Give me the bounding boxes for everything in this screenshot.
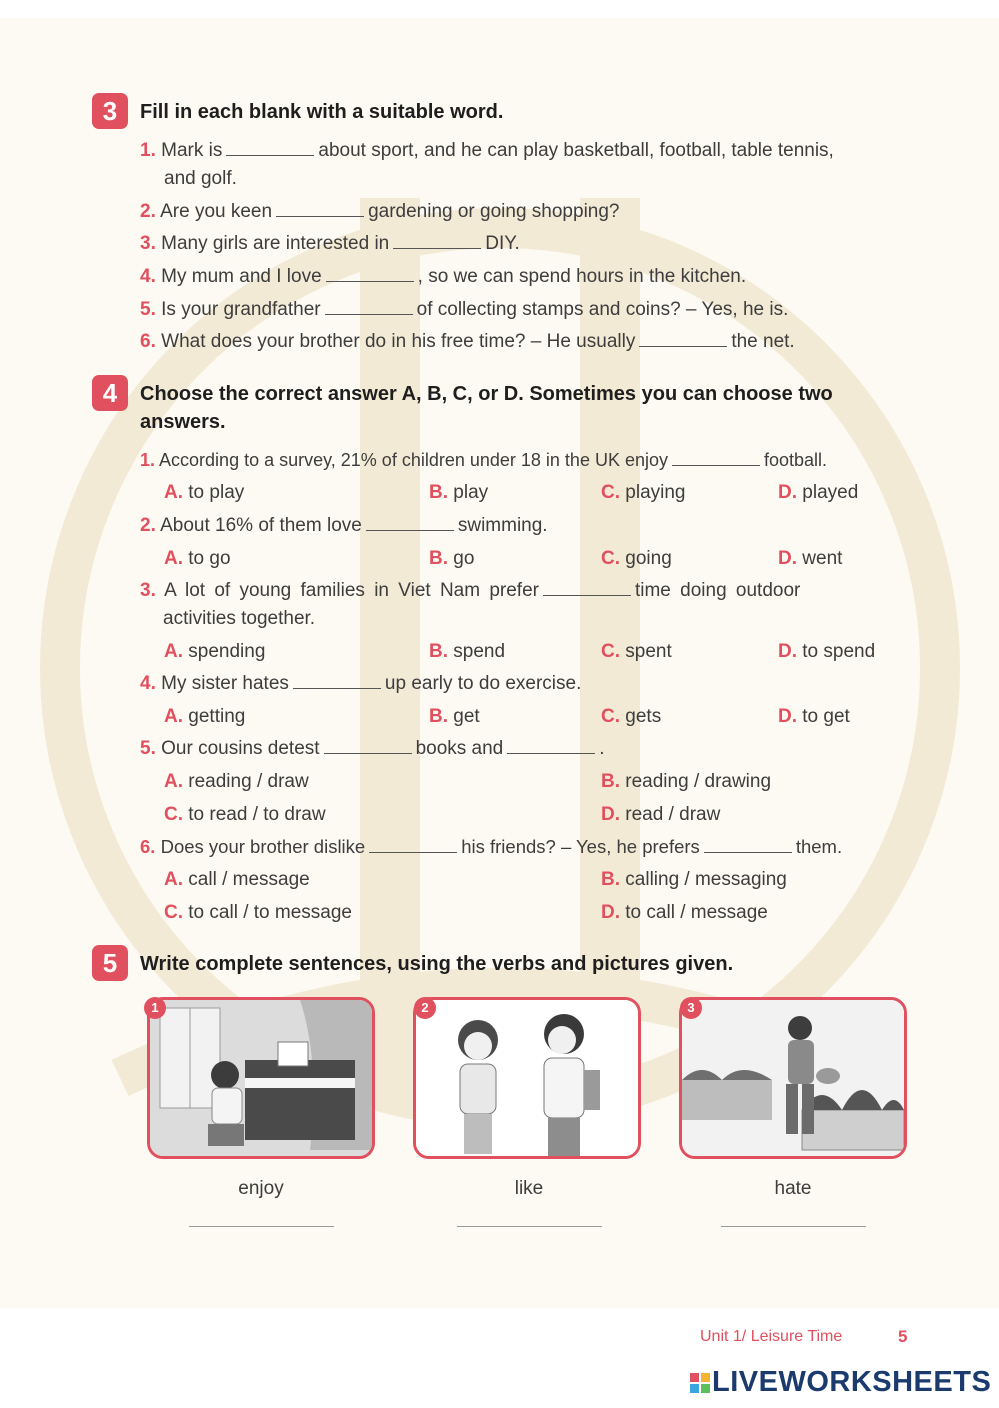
piano-scene-illustration <box>150 1000 372 1156</box>
option-text: to get <box>802 706 850 727</box>
option-letter: D. <box>601 902 620 923</box>
ex4-question-2 <box>140 512 548 540</box>
blank-field[interactable] <box>507 739 595 754</box>
ex3-question-6 <box>140 328 795 356</box>
option-text: played <box>802 482 859 503</box>
option-d[interactable] <box>778 638 875 666</box>
option-text: reading / draw <box>188 771 309 792</box>
picture-girl-piano <box>147 997 375 1159</box>
option-letter: A. <box>164 706 183 727</box>
ex4-question-3-cont: activities together. <box>163 608 316 629</box>
question-number: 5. <box>140 299 156 320</box>
option-letter: C. <box>164 804 183 825</box>
question-text: Our cousins detest <box>161 738 320 759</box>
option-text: play <box>453 482 489 503</box>
question-text: up early to do exercise. <box>384 673 582 694</box>
sentence-answer-line-1[interactable] <box>189 1226 334 1227</box>
option-letter: B. <box>429 482 448 503</box>
option-d[interactable] <box>778 545 842 573</box>
option-letter: D. <box>778 706 797 727</box>
option-letter: C. <box>601 641 620 662</box>
option-text: to read / to draw <box>188 804 326 825</box>
ex4-question-5 <box>140 735 605 763</box>
question-number: 1. <box>140 140 156 161</box>
question-text: time doing outdoor <box>634 580 801 601</box>
question-text: My sister hates <box>161 673 289 694</box>
garden-scene-illustration <box>682 1000 904 1156</box>
question-text: football. <box>764 450 828 470</box>
option-text: to play <box>188 482 245 503</box>
option-letter: A. <box>164 482 183 503</box>
ex3-question-3 <box>140 230 520 258</box>
verb-hate: hate <box>774 1178 812 1199</box>
option-text: call / message <box>188 869 310 890</box>
option-b[interactable] <box>429 479 488 507</box>
question-text: swimming. <box>457 515 548 536</box>
ex3-question-1 <box>140 137 834 165</box>
ex3-question-4 <box>140 263 746 291</box>
question-text: My mum and I love <box>161 266 322 287</box>
option-letter: B. <box>429 706 448 727</box>
option-text: to call / to message <box>188 902 352 923</box>
option-b[interactable] <box>429 638 505 666</box>
blank-field[interactable] <box>293 674 381 689</box>
sentence-answer-line-2[interactable] <box>457 1226 602 1227</box>
question-text: DIY. <box>485 233 520 254</box>
option-letter: D. <box>601 804 620 825</box>
option-d[interactable] <box>601 899 768 927</box>
option-text: calling / messaging <box>625 869 787 890</box>
option-letter: C. <box>164 902 183 923</box>
question-number: 4. <box>140 673 156 694</box>
question-text: them. <box>795 836 843 857</box>
option-c[interactable] <box>601 703 661 731</box>
ex4-question-6 <box>140 833 842 861</box>
exercise-5-title: Write complete sentences, using the verbs and pictures given. <box>140 953 734 975</box>
question-number: 3. <box>140 233 156 254</box>
option-letter: B. <box>429 548 448 569</box>
option-text: read / draw <box>625 804 721 825</box>
option-text: spending <box>188 641 266 662</box>
option-d[interactable] <box>778 703 850 731</box>
option-c[interactable] <box>164 801 326 829</box>
blank-field[interactable] <box>369 838 457 853</box>
question-number: 6. <box>140 331 156 352</box>
ex3-question-2 <box>140 198 620 226</box>
question-text: his friends? – Yes, he prefers <box>461 836 700 857</box>
option-text: reading / drawing <box>625 771 772 792</box>
option-letter: A. <box>164 548 183 569</box>
question-number: 4. <box>140 266 156 287</box>
option-letter: B. <box>601 771 620 792</box>
option-a[interactable] <box>164 479 244 507</box>
blank-field[interactable] <box>226 141 314 156</box>
exercise-4-title: Choose the correct answer A, B, C, or D. Sometimes you can choose two answers. <box>140 383 833 433</box>
question-number: 2. <box>140 515 156 536</box>
page-number: 5 <box>898 1327 908 1346</box>
question-number: 6. <box>140 836 156 857</box>
verb-enjoy: enjoy <box>238 1178 284 1199</box>
option-a[interactable] <box>164 768 309 796</box>
blank-field[interactable] <box>704 838 792 853</box>
question-number: 1. <box>140 450 156 470</box>
option-letter: B. <box>429 641 448 662</box>
question-text: A lot of young families in Viet Nam prefer <box>164 580 539 601</box>
blank-field[interactable] <box>366 516 454 531</box>
exercise-5-badge: 5 <box>92 945 128 981</box>
question-text: about sport, and he can play basketball, football, table tennis, <box>318 140 834 161</box>
option-c[interactable] <box>164 899 352 927</box>
option-letter: D. <box>778 641 797 662</box>
option-text: spend <box>453 641 506 662</box>
option-c[interactable] <box>601 638 672 666</box>
option-letter: D. <box>778 548 797 569</box>
blank-field[interactable] <box>326 267 414 282</box>
picture-number-badge: 3 <box>680 997 702 1019</box>
option-text: getting <box>188 706 246 727</box>
logo-icon <box>690 1373 710 1393</box>
sentence-answer-line-3[interactable] <box>721 1226 866 1227</box>
option-a[interactable] <box>164 703 245 731</box>
question-text: the net. <box>731 331 795 352</box>
verb-like: like <box>514 1178 544 1199</box>
question-text: Is your grandfather <box>161 299 321 320</box>
question-text: About 16% of them love <box>160 515 362 536</box>
picture-boy-gardening <box>679 997 907 1159</box>
option-c[interactable] <box>601 479 686 507</box>
question-text: According to a survey, 21% of children under 18 in the UK enjoy <box>159 450 668 470</box>
option-letter: C. <box>601 706 620 727</box>
option-b[interactable] <box>429 545 474 573</box>
option-text: to call / message <box>625 902 768 923</box>
blank-field[interactable] <box>325 300 413 315</box>
picture-children-talking <box>413 997 641 1159</box>
option-c[interactable] <box>601 545 672 573</box>
option-letter: A. <box>164 771 183 792</box>
option-letter: A. <box>164 869 183 890</box>
ex4-question-3 <box>140 577 800 605</box>
blank-field[interactable] <box>672 451 760 466</box>
exercise-3-title: Fill in each blank with a suitable word. <box>140 101 504 123</box>
option-text: spent <box>625 641 672 662</box>
option-text: playing <box>625 482 686 503</box>
blank-field[interactable] <box>639 332 727 347</box>
question-number: 2. <box>140 201 156 222</box>
option-a[interactable] <box>164 866 310 894</box>
liveworksheets-logo <box>690 1366 990 1400</box>
picture-number-badge: 2 <box>414 997 436 1019</box>
ex4-question-4 <box>140 670 581 698</box>
question-text: Are you keen <box>160 201 273 222</box>
question-text: What does your brother do in his free time? – He usually <box>161 331 636 352</box>
question-text: of collecting stamps and coins? – Yes, he is. <box>416 299 789 320</box>
option-letter: C. <box>601 482 620 503</box>
option-letter: B. <box>601 869 620 890</box>
option-text: to spend <box>802 641 876 662</box>
blank-field[interactable] <box>543 581 631 596</box>
option-letter: A. <box>164 641 183 662</box>
exercise-3-badge: 3 <box>92 93 128 129</box>
blank-field[interactable] <box>276 202 364 217</box>
option-text: go <box>453 548 475 569</box>
option-text: going <box>625 548 672 569</box>
option-d[interactable] <box>778 479 858 507</box>
option-b[interactable] <box>601 768 771 796</box>
option-text: gets <box>625 706 662 727</box>
question-text: Mark is <box>161 140 223 161</box>
ex4-question-1 <box>140 446 827 474</box>
children-scene-illustration <box>416 1000 638 1156</box>
option-letter: D. <box>778 482 797 503</box>
question-text: . <box>599 738 605 759</box>
option-text: get <box>453 706 480 727</box>
option-text: to go <box>188 548 231 569</box>
blank-field[interactable] <box>324 739 412 754</box>
option-b[interactable] <box>429 703 480 731</box>
question-text: gardening or going shopping? <box>368 201 620 222</box>
blank-field[interactable] <box>393 234 481 249</box>
unit-title: Unit 1/ Leisure Time <box>700 1328 843 1345</box>
option-a[interactable] <box>164 545 231 573</box>
picture-number-badge: 1 <box>144 997 166 1019</box>
question-text: Many girls are interested in <box>161 233 390 254</box>
question-text: books and <box>415 738 504 759</box>
exercise-4-badge: 4 <box>92 375 128 411</box>
question-number: 5. <box>140 738 156 759</box>
question-number: 3. <box>140 580 156 601</box>
option-text: went <box>802 548 843 569</box>
brand-name: LIVEWORKSHEETS <box>712 1366 992 1398</box>
option-a[interactable] <box>164 638 265 666</box>
ex3-question-5 <box>140 296 788 324</box>
option-d[interactable] <box>601 801 720 829</box>
ex3-question-1-cont: and golf. <box>164 168 237 189</box>
option-letter: C. <box>601 548 620 569</box>
question-text: Does your brother dislike <box>160 836 366 857</box>
question-text: , so we can spend hours in the kitchen. <box>417 266 747 287</box>
option-b[interactable] <box>601 866 787 894</box>
